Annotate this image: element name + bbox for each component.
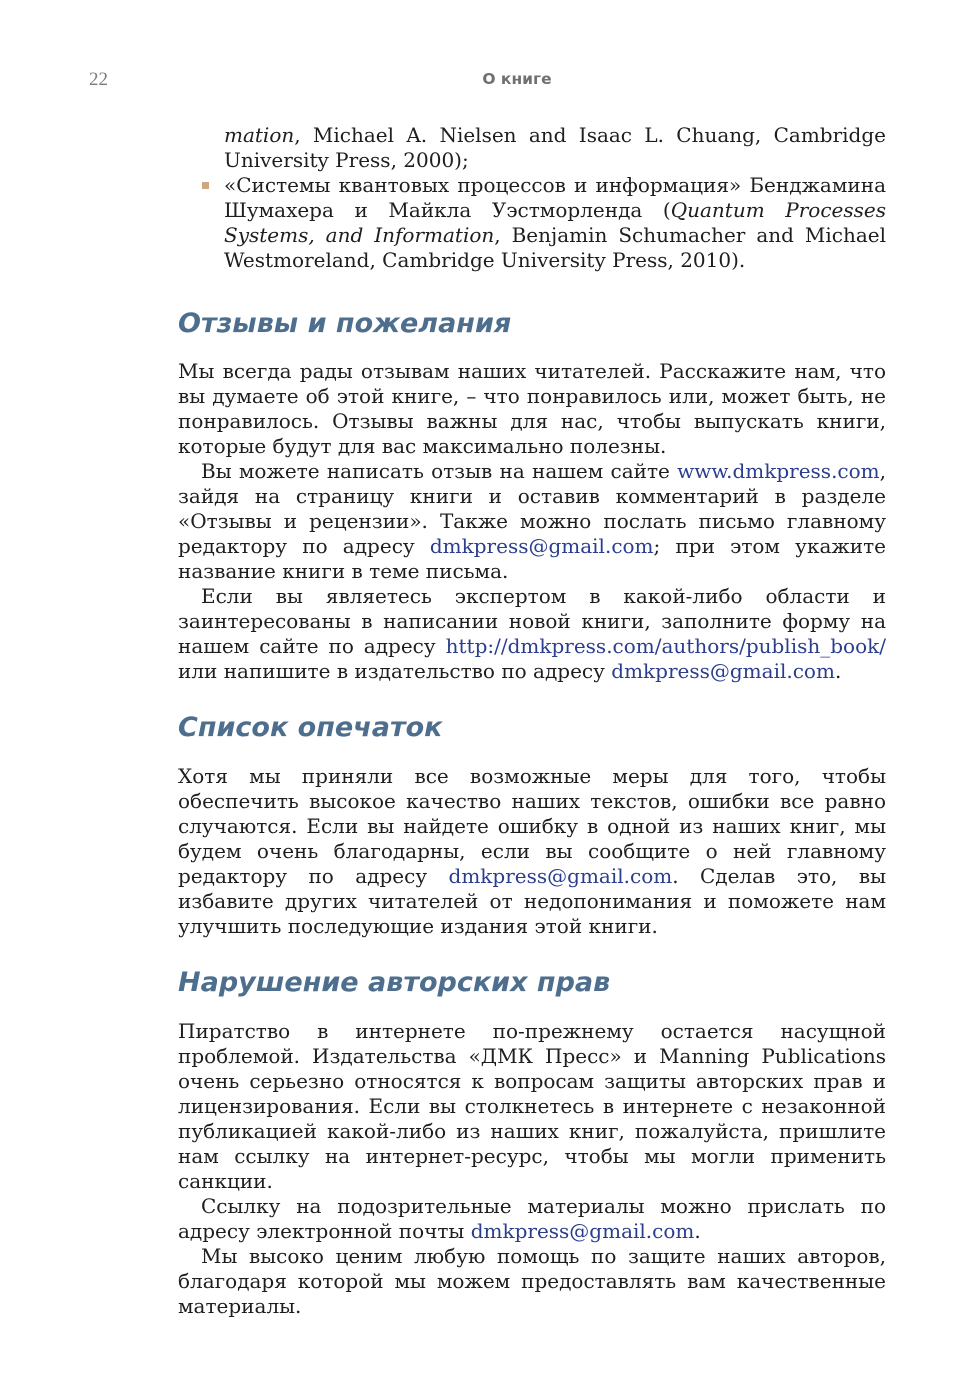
bullet-item-continued: mation, Michael A. Nielsen and Isaac L. Chuang, Cambridge University Press, 2000);: [224, 123, 886, 172]
paragraph: Ссылку на подозрительные материалы можно прислать по адресу электронной почты dmkpress@gmail.com.: [178, 1194, 886, 1243]
page-body: [178, 123, 886, 1319]
bullet-marker-icon: [202, 182, 209, 189]
paragraph: Мы всегда рады отзывам наших читателей. Расскажите нам, что вы думаете об этой книге, – что понравилось или, может быть, не понравилось. Отзывы важны для нас, чтобы выпускать книги, которые будут для вас максимально полезны.: [178, 359, 886, 458]
section-heading-piracy: Нарушение авторских прав: [178, 967, 611, 998]
email-link[interactable]: dmkpress@gmail.com: [429, 534, 654, 558]
paragraph: Пиратство в интернете по-прежнему остается насущной проблемой. Издательства «ДМК Пресс» и Manning Publications очень серьезно относятся к вопросам защиты авторских прав и лицензирования. Если вы столкнетесь в интернете с незаконной публикацией какой-либо из наших книг, пожалуйста, пришлите нам ссылку на интернет-ресурс, чтобы мы могли применить санкции.: [178, 1019, 886, 1193]
email-link[interactable]: dmkpress@gmail.com: [611, 659, 835, 683]
publish-book-link[interactable]: http://dmkpress.com/authors/publish_book/: [445, 634, 886, 658]
section-heading-errata: Список опечаток: [178, 712, 443, 743]
section-heading-feedback: Отзывы и пожелания: [178, 308, 512, 339]
paragraph: Мы высоко ценим любую помощь по защите наших авторов, благодаря которой мы можем предоставлять вам качественные материалы.: [178, 1244, 886, 1318]
bullet-item: «Системы квантовых процессов и информация» Бенджамина Шумахера и Майкла Уэстморленда (Quantum Processes Systems, and Information, Benjamin Schumacher and Michael Westmoreland, Cambridge University Press, 2010).: [224, 173, 886, 273]
page-number: 22: [89, 69, 108, 90]
email-link[interactable]: dmkpress@gmail.com: [470, 1219, 695, 1243]
paragraph: Если вы являетесь экспертом в какой-либо области и заинтересованы в написании новой книги, заполните форму на нашем сайте по адресу http://dmkpress.com/authors/publish_book/ или напишите в издательство по адресу dmkpress@gmail.com.: [178, 584, 886, 683]
paragraph: Вы можете написать отзыв на нашем сайте www.dmkpress.com, зайдя на страницу книги и оставив комментарий в разделе «Отзывы и рецензии». Также можно послать письмо главному редактору по адресу dmkpress@gmail.com; при этом укажите название книги в теме письма.: [178, 459, 886, 583]
email-link[interactable]: dmkpress@gmail.com: [448, 864, 673, 888]
paragraph: Хотя мы приняли все возможные меры для того, чтобы обеспечить высокое качество наших текстов, ошибки все равно случаются. Если вы найдете ошибку в одной из наших книг, мы будем очень благодарны, если вы сообщите о ней главному редактору по адресу dmkpress@gmail.com. Сделав это, вы избавите других читателей от недопонимания и поможете нам улучшить последующие издания этой книги.: [178, 764, 886, 938]
website-link[interactable]: www.dmkpress.com: [677, 459, 880, 483]
running-title: О книге: [482, 70, 552, 88]
